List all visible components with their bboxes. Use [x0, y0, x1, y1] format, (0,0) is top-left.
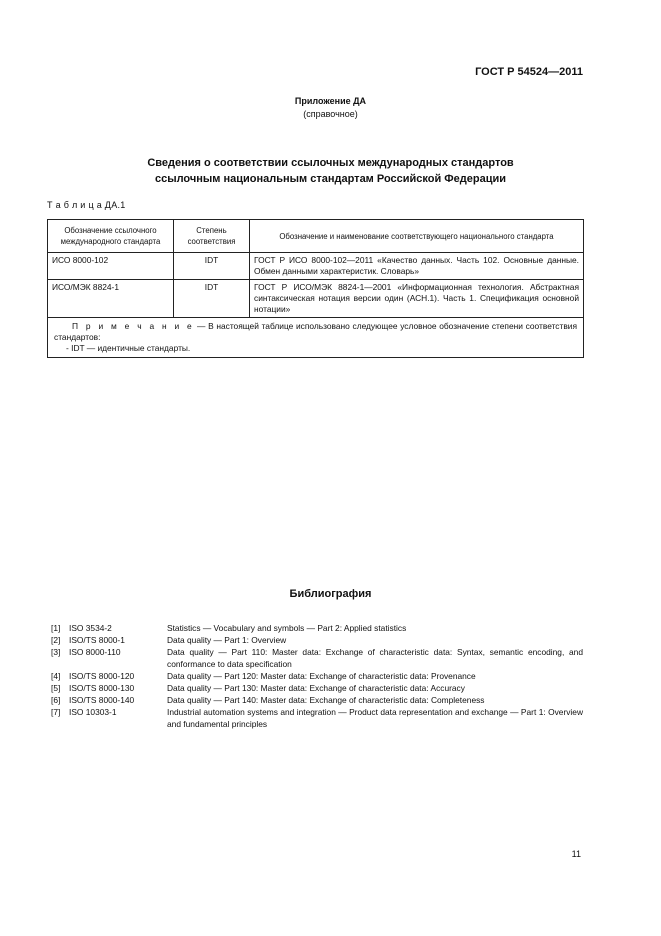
bibliography-entry: [51, 646, 583, 670]
table-row: [48, 280, 584, 318]
entry-number: [3]: [51, 647, 61, 657]
entry-number: [5]: [51, 683, 61, 693]
header-international-standard: Обозначение ссылочного международного стандарта: [48, 220, 174, 253]
entry-number: [4]: [51, 671, 61, 681]
cell-degree: IDT: [174, 253, 250, 280]
bibliography-entry: [51, 682, 583, 694]
page-number: 11: [571, 849, 581, 859]
header-degree: Степень соответствия: [174, 220, 250, 253]
entry-code: ISO/TS 8000-1: [69, 635, 125, 645]
entry-number: [2]: [51, 635, 61, 645]
entry-title: Industrial automation systems and integration — Product data representation and exchange — Part 1: Overview and fundamental principles: [167, 707, 583, 729]
header-national-standard: Обозначение и наименование соответствующего национального стандарта: [250, 220, 584, 253]
note-text: — В настоящей таблице использовано следующее условное обозначение степени соответствия стандартов:: [54, 321, 577, 342]
section-heading-line2: ссылочным национальным стандартам Российской Федерации: [154, 173, 507, 185]
entry-title: Data quality — Part 140: Master data: Exchange of characteristic data: Completeness: [167, 695, 485, 705]
cell-international: ИСО/МЭК 8824-1: [48, 280, 174, 318]
bibliography-entry: [51, 706, 583, 730]
entry-code: ISO/TS 8000-130: [69, 683, 135, 693]
bibliography-heading: Библиография: [289, 588, 372, 600]
appendix-title: Приложение ДА: [294, 96, 367, 106]
cell-degree: IDT: [174, 280, 250, 318]
entry-code: ISO 10303-1: [69, 707, 117, 717]
entry-title: Data quality — Part 110: Master data: Exchange of characteristic data: Syntax, semantic encoding, and conformance to data specification: [167, 647, 583, 669]
table-note-row: [48, 318, 584, 358]
entry-number: [1]: [51, 623, 61, 633]
entry-code: ISO/TS 8000-120: [69, 671, 135, 681]
entry-number: [6]: [51, 695, 61, 705]
note-item: - IDT — идентичные стандарты.: [66, 343, 191, 353]
entry-title: Data quality — Part 130: Master data: Exchange of characteristic data: Accuracy: [167, 683, 465, 693]
entry-title: Statistics — Vocabulary and symbols — Part 2: Applied statistics: [167, 623, 407, 633]
table-label: Т а б л и ц а ДА.1: [47, 200, 126, 210]
standard-number: ГОСТ Р 54524—2011: [475, 66, 583, 78]
entry-code: ISO 3534-2: [69, 623, 112, 633]
entry-number: [7]: [51, 707, 61, 717]
entry-code: ISO 8000-110: [69, 647, 121, 657]
note-paragraph: [54, 321, 577, 343]
bibliography-entry: [51, 694, 583, 706]
appendix-note: (справочное): [303, 109, 358, 119]
cell-national: ГОСТ Р ИСО/МЭК 8824-1—2001 «Информационная технология. Абстрактная синтаксическая нотация версии один (АСН.1). Часть 1. Спецификация основной нотации»: [250, 280, 584, 318]
table-header-row: [48, 220, 584, 253]
note-label: П р и м е ч а н и е: [72, 321, 195, 331]
bibliography-list: [51, 622, 583, 730]
bibliography-entry: [51, 670, 583, 682]
reference-table: [47, 219, 584, 358]
bibliography-entry: [51, 634, 583, 646]
entry-title: Data quality — Part 120: Master data: Exchange of characteristic data: Provenance: [167, 671, 476, 681]
bibliography-entry: [51, 622, 583, 634]
table-note: [48, 318, 584, 358]
cell-international: ИСО 8000-102: [48, 253, 174, 280]
entry-code: ISO/TS 8000-140: [69, 695, 135, 705]
entry-title: Data quality — Part 1: Overview: [167, 635, 287, 645]
section-heading-line1: Сведения о соответствии ссылочных международных стандартов: [147, 157, 514, 169]
table-row: [48, 253, 584, 280]
cell-national: ГОСТ Р ИСО 8000-102—2011 «Качество данных. Часть 102. Основные данные. Обмен данными характеристик. Словарь»: [250, 253, 584, 280]
